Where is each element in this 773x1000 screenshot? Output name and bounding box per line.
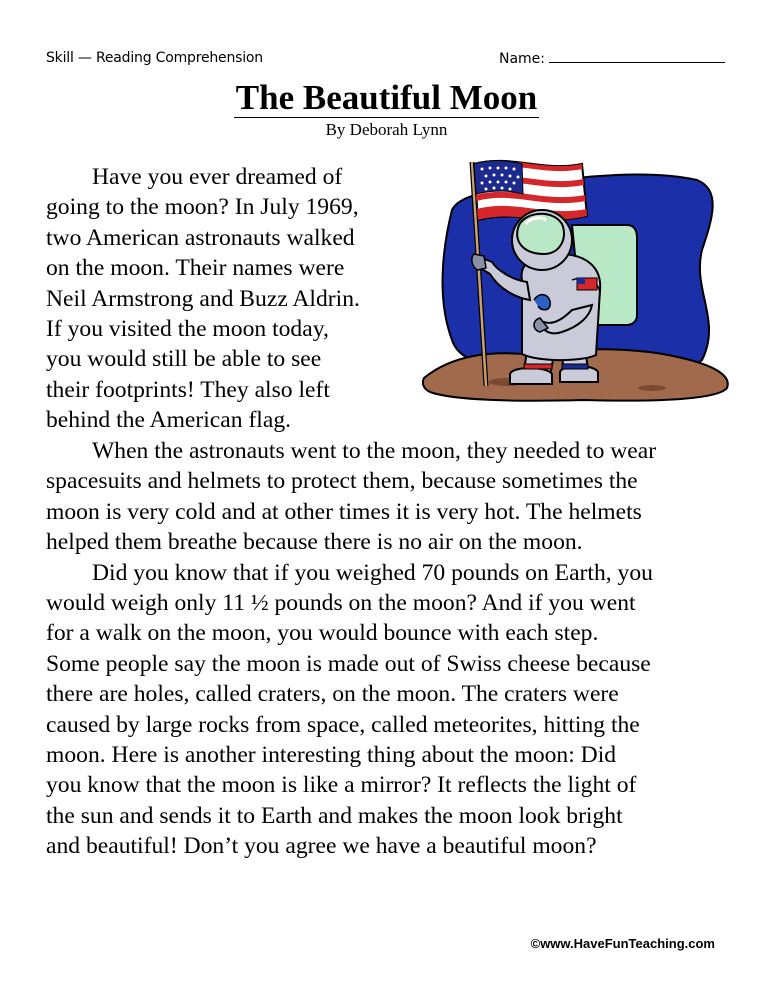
name-blank-line xyxy=(549,50,725,63)
passage-line: you would still be able to see xyxy=(46,346,322,373)
passage-line: behind the American flag. xyxy=(46,407,292,434)
name-label: Name: xyxy=(498,51,545,67)
passage-line: Have you ever dreamed of xyxy=(92,164,343,190)
passage-line: helped them breathe because there is no air on the moon. xyxy=(46,529,583,556)
passage-line: Some people say the moon is made out of Swiss cheese because xyxy=(46,650,651,677)
website-credit: ©www.HaveFunTeaching.com xyxy=(530,936,715,951)
passage-line: their footprints! They also left xyxy=(46,376,330,403)
author-byline: By Deborah Lynn xyxy=(325,120,448,139)
passage-line: would weigh only 11 ½ pounds on the moon? And if you went xyxy=(46,590,636,617)
passage-line: there are holes, called craters, on the moon. The craters were xyxy=(46,681,619,708)
passage-line: Neil Armstrong and Buzz Aldrin. xyxy=(46,285,360,312)
passage-line: for a walk on the moon, you would bounce with each step. xyxy=(46,620,599,647)
passage-line: moon. Here is another interesting thing about the moon: Did xyxy=(46,742,617,769)
passage-line: When the astronauts went to the moon, they needed to wear xyxy=(92,438,657,464)
passage-line: the sun and sends it to Earth and makes the moon look bright xyxy=(46,802,623,829)
passage-line: two American astronauts walked xyxy=(46,224,355,251)
skill-label: Skill — Reading Comprehension xyxy=(46,50,263,66)
page-title xyxy=(0,78,773,118)
passage-body xyxy=(46,436,656,862)
passage-line: caused by large rocks from space, called meteorites, hitting the xyxy=(46,711,640,738)
passage-line: If you visited the moon today, xyxy=(46,316,329,343)
passage-line: going to the moon? In July 1969, xyxy=(46,194,359,221)
passage-line: spacesuits and helmets to protect them, because sometimes the xyxy=(46,468,638,495)
page-title-text: The Beautiful Moon xyxy=(235,78,538,117)
passage-line: moon is very cold and at other times it is very hot. The helmets xyxy=(46,498,642,525)
name-field xyxy=(499,50,725,67)
passage-line: and beautiful! Don’t you agree we have a beautiful moon? xyxy=(46,833,597,860)
astronaut-with-flag-illustration xyxy=(422,150,732,408)
passage-line: Did you know that if you weighed 70 pounds on Earth, you xyxy=(92,559,653,586)
passage-line: on the moon. Their names were xyxy=(46,255,345,282)
passage-intro xyxy=(46,162,360,436)
passage-line: you know that the moon is like a mirror? It reflects the light of xyxy=(46,772,637,799)
